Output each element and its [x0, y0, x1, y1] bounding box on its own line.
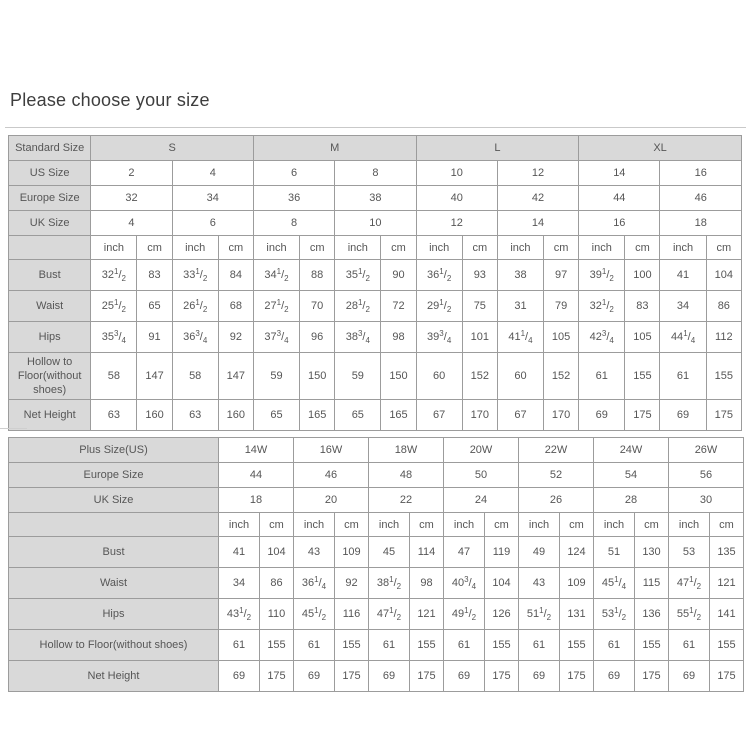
unit-cell: inch — [253, 236, 299, 260]
measure-value-cell: 116 — [335, 599, 369, 630]
size-value-cell: 10 — [416, 161, 497, 186]
measure-value-cell: 86 — [706, 291, 741, 322]
measure-value-cell: $39^3/_4$ — [416, 322, 462, 353]
measure-value-cell: 59 — [253, 353, 299, 400]
size-value-cell: 44 — [219, 463, 294, 488]
measure-value-cell: 110 — [260, 599, 294, 630]
size-value-cell: 14 — [579, 161, 660, 186]
measure-value-cell: 160 — [218, 400, 253, 431]
measure-value-cell: $29^1/_2$ — [416, 291, 462, 322]
measure-value-cell: 83 — [625, 291, 660, 322]
size-value-cell: 22W — [519, 438, 594, 463]
measure-value-cell: 65 — [137, 291, 172, 322]
measure-value-cell: $36^3/_4$ — [172, 322, 218, 353]
measure-value-cell: 86 — [260, 568, 294, 599]
unit-cell: cm — [625, 236, 660, 260]
size-row-label: Plus Size(US) — [9, 438, 219, 463]
size-value-cell: 26 — [519, 488, 594, 513]
size-value-cell: 56 — [669, 463, 744, 488]
measure-value-cell: 175 — [625, 400, 660, 431]
measure-row — [9, 537, 744, 568]
measure-value-cell: 175 — [410, 661, 444, 692]
unit-cell: inch — [172, 236, 218, 260]
size-value-cell: 18 — [660, 211, 742, 236]
measure-value-cell: 61 — [579, 353, 625, 400]
size-row — [9, 161, 742, 186]
measure-value-cell: 60 — [497, 353, 543, 400]
size-value-cell: 4 — [91, 211, 172, 236]
measure-value-cell: 34 — [219, 568, 260, 599]
measure-value-cell: $43^1/_2$ — [219, 599, 260, 630]
measure-value-cell: 69 — [294, 661, 335, 692]
measure-value-cell: $45^1/_4$ — [594, 568, 635, 599]
size-row-label: Standard Size — [9, 136, 91, 161]
size-row — [9, 211, 742, 236]
unit-cell: cm — [300, 236, 335, 260]
measure-value-cell: 45 — [369, 537, 410, 568]
unit-cell: inch — [335, 236, 381, 260]
unit-cell: cm — [335, 513, 369, 537]
unit-cell: inch — [369, 513, 410, 537]
measure-value-cell: $35^1/_2$ — [335, 260, 381, 291]
measure-value-cell: 69 — [519, 661, 560, 692]
measure-value-cell: 100 — [625, 260, 660, 291]
measure-value-cell: 155 — [410, 630, 444, 661]
measure-value-cell: 69 — [369, 661, 410, 692]
measure-value-cell: 165 — [381, 400, 416, 431]
unit-cell: inch — [444, 513, 485, 537]
standard-size-table — [8, 135, 742, 431]
measure-row-label: Waist — [9, 291, 91, 322]
measure-value-cell: $47^1/_2$ — [669, 568, 710, 599]
measure-value-cell: 75 — [462, 291, 497, 322]
size-value-cell: 30 — [669, 488, 744, 513]
measure-value-cell: 93 — [462, 260, 497, 291]
measure-value-cell: $32^1/_2$ — [579, 291, 625, 322]
size-value-cell: 44 — [579, 186, 660, 211]
size-row — [9, 186, 742, 211]
measure-value-cell: $27^1/_2$ — [253, 291, 299, 322]
measure-value-cell: 61 — [669, 630, 710, 661]
measure-value-cell: 114 — [410, 537, 444, 568]
measure-value-cell: 38 — [497, 260, 543, 291]
size-row-label: UK Size — [9, 488, 219, 513]
unit-cell: inch — [579, 236, 625, 260]
measure-value-cell: 155 — [625, 353, 660, 400]
measure-value-cell: $37^3/_4$ — [253, 322, 299, 353]
measure-value-cell: 65 — [335, 400, 381, 431]
unit-cell: cm — [485, 513, 519, 537]
measure-value-cell: 84 — [218, 260, 253, 291]
measure-row-label: Hollow to Floor(without shoes) — [9, 630, 219, 661]
measure-value-cell: 47 — [444, 537, 485, 568]
measure-row — [9, 322, 742, 353]
measure-value-cell: 90 — [381, 260, 416, 291]
measure-value-cell: 34 — [660, 291, 706, 322]
measure-value-cell: 63 — [172, 400, 218, 431]
size-value-cell: 6 — [172, 211, 253, 236]
size-row-label: US Size — [9, 161, 91, 186]
unit-cell: inch — [497, 236, 543, 260]
measure-value-cell: 170 — [544, 400, 579, 431]
size-value-cell: 24 — [444, 488, 519, 513]
size-value-cell: 20W — [444, 438, 519, 463]
size-value-cell: 34 — [172, 186, 253, 211]
unit-cell: inch — [294, 513, 335, 537]
measure-value-cell: 69 — [669, 661, 710, 692]
measure-value-cell: 135 — [710, 537, 744, 568]
measure-value-cell: 175 — [260, 661, 294, 692]
measure-value-cell: $51^1/_2$ — [519, 599, 560, 630]
size-value-cell: 12 — [416, 211, 497, 236]
unit-row — [9, 513, 744, 537]
measure-value-cell: 155 — [485, 630, 519, 661]
measure-value-cell: 105 — [625, 322, 660, 353]
measure-value-cell: 49 — [519, 537, 560, 568]
measure-value-cell: 119 — [485, 537, 519, 568]
measure-value-cell: $33^1/_2$ — [172, 260, 218, 291]
size-value-cell: 4 — [172, 161, 253, 186]
measure-value-cell: 121 — [410, 599, 444, 630]
unit-cell: cm — [410, 513, 444, 537]
measure-value-cell: 175 — [560, 661, 594, 692]
size-value-cell: 22 — [369, 488, 444, 513]
size-value-cell: 26W — [669, 438, 744, 463]
measure-value-cell: 150 — [300, 353, 335, 400]
measure-value-cell: 112 — [706, 322, 741, 353]
measure-value-cell: 152 — [462, 353, 497, 400]
measure-value-cell: $38^1/_2$ — [369, 568, 410, 599]
measure-value-cell: $26^1/_2$ — [172, 291, 218, 322]
measure-value-cell: 96 — [300, 322, 335, 353]
measure-value-cell: 160 — [137, 400, 172, 431]
size-value-cell: 38 — [335, 186, 416, 211]
measure-value-cell: 59 — [335, 353, 381, 400]
size-value-cell: 6 — [253, 161, 334, 186]
measure-value-cell: 92 — [218, 322, 253, 353]
measure-row — [9, 630, 744, 661]
measure-value-cell: 147 — [137, 353, 172, 400]
measure-value-cell: 155 — [335, 630, 369, 661]
stray-line-fragment — [0, 428, 27, 429]
measure-value-cell: 104 — [485, 568, 519, 599]
measure-value-cell: 155 — [635, 630, 669, 661]
measure-value-cell: 98 — [410, 568, 444, 599]
size-value-cell: 48 — [369, 463, 444, 488]
unit-cell: inch — [416, 236, 462, 260]
measure-value-cell: 170 — [462, 400, 497, 431]
unit-row-label — [9, 513, 219, 537]
measure-value-cell: 69 — [579, 400, 625, 431]
measure-value-cell: 131 — [560, 599, 594, 630]
measure-value-cell: 69 — [660, 400, 706, 431]
measure-value-cell: $40^3/_4$ — [444, 568, 485, 599]
measure-value-cell: 69 — [594, 661, 635, 692]
unit-cell: cm — [260, 513, 294, 537]
measure-value-cell: 41 — [219, 537, 260, 568]
size-value-cell: 42 — [497, 186, 578, 211]
measure-value-cell: $41^1/_4$ — [497, 322, 543, 353]
size-row-label: UK Size — [9, 211, 91, 236]
measure-value-cell: $35^3/_4$ — [91, 322, 137, 353]
measure-value-cell: 136 — [635, 599, 669, 630]
measure-value-cell: 121 — [710, 568, 744, 599]
measure-value-cell: $38^3/_4$ — [335, 322, 381, 353]
measure-value-cell: $36^1/_4$ — [294, 568, 335, 599]
unit-cell: cm — [137, 236, 172, 260]
unit-cell: cm — [710, 513, 744, 537]
measure-value-cell: 147 — [218, 353, 253, 400]
measure-value-cell: $36^1/_2$ — [416, 260, 462, 291]
unit-cell: inch — [219, 513, 260, 537]
measure-value-cell: 97 — [544, 260, 579, 291]
size-value-cell: M — [253, 136, 416, 161]
measure-value-cell: 63 — [91, 400, 137, 431]
measure-value-cell: 60 — [416, 353, 462, 400]
measure-value-cell: 141 — [710, 599, 744, 630]
measure-value-cell: 43 — [519, 568, 560, 599]
measure-value-cell: 175 — [706, 400, 741, 431]
unit-cell: cm — [544, 236, 579, 260]
measure-value-cell: 70 — [300, 291, 335, 322]
measure-row-label: Net Height — [9, 400, 91, 431]
unit-cell: cm — [560, 513, 594, 537]
measure-value-cell: 91 — [137, 322, 172, 353]
size-row — [9, 488, 744, 513]
measure-value-cell: 109 — [335, 537, 369, 568]
size-row — [9, 463, 744, 488]
measure-value-cell: 67 — [416, 400, 462, 431]
measure-value-cell: $44^1/_4$ — [660, 322, 706, 353]
measure-row-label: Bust — [9, 537, 219, 568]
measure-value-cell: $34^1/_2$ — [253, 260, 299, 291]
measure-row — [9, 400, 742, 431]
plus-size-table — [8, 437, 744, 692]
size-value-cell: 54 — [594, 463, 669, 488]
measure-row-label: Net Height — [9, 661, 219, 692]
measure-value-cell: 31 — [497, 291, 543, 322]
measure-value-cell: 65 — [253, 400, 299, 431]
unit-cell: cm — [218, 236, 253, 260]
measure-value-cell: 155 — [560, 630, 594, 661]
measure-value-cell: 98 — [381, 322, 416, 353]
unit-cell: cm — [635, 513, 669, 537]
measure-value-cell: 105 — [544, 322, 579, 353]
measure-value-cell: $49^1/_2$ — [444, 599, 485, 630]
measure-value-cell: 69 — [444, 661, 485, 692]
measure-row-label: Hips — [9, 599, 219, 630]
measure-value-cell: 104 — [706, 260, 741, 291]
measure-value-cell: 155 — [710, 630, 744, 661]
measure-value-cell: 165 — [300, 400, 335, 431]
measure-value-cell: 115 — [635, 568, 669, 599]
size-row — [9, 438, 744, 463]
measure-value-cell: 92 — [335, 568, 369, 599]
measure-value-cell: 150 — [381, 353, 416, 400]
measure-row — [9, 291, 742, 322]
measure-row-label: Bust — [9, 260, 91, 291]
measure-value-cell: 61 — [660, 353, 706, 400]
size-value-cell: 28 — [594, 488, 669, 513]
measure-row-label: Hips — [9, 322, 91, 353]
measure-value-cell: 126 — [485, 599, 519, 630]
measure-value-cell: 61 — [444, 630, 485, 661]
measure-value-cell: 109 — [560, 568, 594, 599]
unit-cell: cm — [462, 236, 497, 260]
measure-value-cell: 58 — [172, 353, 218, 400]
size-value-cell: 32 — [91, 186, 172, 211]
unit-cell: inch — [669, 513, 710, 537]
measure-value-cell: 61 — [519, 630, 560, 661]
size-row — [9, 136, 742, 161]
size-value-cell: 8 — [335, 161, 416, 186]
measure-value-cell: 69 — [219, 661, 260, 692]
measure-value-cell: 72 — [381, 291, 416, 322]
measure-row — [9, 353, 742, 400]
size-value-cell: 20 — [294, 488, 369, 513]
measure-value-cell: 101 — [462, 322, 497, 353]
measure-value-cell: 61 — [219, 630, 260, 661]
size-value-cell: 2 — [91, 161, 172, 186]
size-value-cell: 16W — [294, 438, 369, 463]
measure-value-cell: $55^1/_2$ — [669, 599, 710, 630]
measure-value-cell: 61 — [594, 630, 635, 661]
measure-value-cell: $32^1/_2$ — [91, 260, 137, 291]
unit-cell: inch — [91, 236, 137, 260]
measure-value-cell: 68 — [218, 291, 253, 322]
size-value-cell: S — [91, 136, 254, 161]
size-value-cell: 46 — [660, 186, 742, 211]
size-value-cell: 40 — [416, 186, 497, 211]
size-row-label: Europe Size — [9, 186, 91, 211]
unit-cell: inch — [519, 513, 560, 537]
size-value-cell: 50 — [444, 463, 519, 488]
size-value-cell: 46 — [294, 463, 369, 488]
measure-value-cell: $53^1/_2$ — [594, 599, 635, 630]
size-value-cell: 16 — [660, 161, 742, 186]
unit-cell: inch — [660, 236, 706, 260]
measure-value-cell: 41 — [660, 260, 706, 291]
size-value-cell: 10 — [335, 211, 416, 236]
measure-value-cell: 67 — [497, 400, 543, 431]
measure-value-cell: 155 — [706, 353, 741, 400]
measure-value-cell: $47^1/_2$ — [369, 599, 410, 630]
measure-row — [9, 568, 744, 599]
measure-row — [9, 260, 742, 291]
measure-value-cell: 175 — [485, 661, 519, 692]
size-value-cell: 12 — [497, 161, 578, 186]
measure-value-cell: $39^1/_2$ — [579, 260, 625, 291]
measure-value-cell: 43 — [294, 537, 335, 568]
measure-value-cell: 79 — [544, 291, 579, 322]
size-value-cell: 18W — [369, 438, 444, 463]
size-value-cell: 36 — [253, 186, 334, 211]
measure-value-cell: 83 — [137, 260, 172, 291]
measure-value-cell: 175 — [335, 661, 369, 692]
measure-value-cell: 51 — [594, 537, 635, 568]
measure-value-cell: 61 — [294, 630, 335, 661]
measure-value-cell: 155 — [260, 630, 294, 661]
page-title: Please choose your size — [10, 90, 210, 110]
measure-value-cell: 124 — [560, 537, 594, 568]
separator-line — [5, 127, 746, 128]
size-value-cell: L — [416, 136, 579, 161]
measure-value-cell: 53 — [669, 537, 710, 568]
unit-cell: cm — [706, 236, 741, 260]
measure-value-cell: 130 — [635, 537, 669, 568]
size-value-cell: 16 — [579, 211, 660, 236]
unit-cell: cm — [381, 236, 416, 260]
size-value-cell: 8 — [253, 211, 334, 236]
size-value-cell: 14W — [219, 438, 294, 463]
measure-value-cell: 152 — [544, 353, 579, 400]
measure-value-cell: 61 — [369, 630, 410, 661]
size-value-cell: 18 — [219, 488, 294, 513]
measure-value-cell: 88 — [300, 260, 335, 291]
size-value-cell: 14 — [497, 211, 578, 236]
measure-row — [9, 661, 744, 692]
size-row-label: Europe Size — [9, 463, 219, 488]
measure-value-cell: $42^3/_4$ — [579, 322, 625, 353]
measure-row-label: Hollow to Floor(without shoes) — [9, 353, 91, 400]
measure-value-cell: 58 — [91, 353, 137, 400]
measure-value-cell: 104 — [260, 537, 294, 568]
measure-row — [9, 599, 744, 630]
measure-value-cell: 175 — [635, 661, 669, 692]
unit-cell: inch — [594, 513, 635, 537]
size-value-cell: XL — [579, 136, 742, 161]
measure-value-cell: 175 — [710, 661, 744, 692]
size-value-cell: 24W — [594, 438, 669, 463]
measure-value-cell: $45^1/_2$ — [294, 599, 335, 630]
unit-row-label — [9, 236, 91, 260]
size-value-cell: 52 — [519, 463, 594, 488]
unit-row — [9, 236, 742, 260]
measure-row-label: Waist — [9, 568, 219, 599]
measure-value-cell: $25^1/_2$ — [91, 291, 137, 322]
measure-value-cell: $28^1/_2$ — [335, 291, 381, 322]
